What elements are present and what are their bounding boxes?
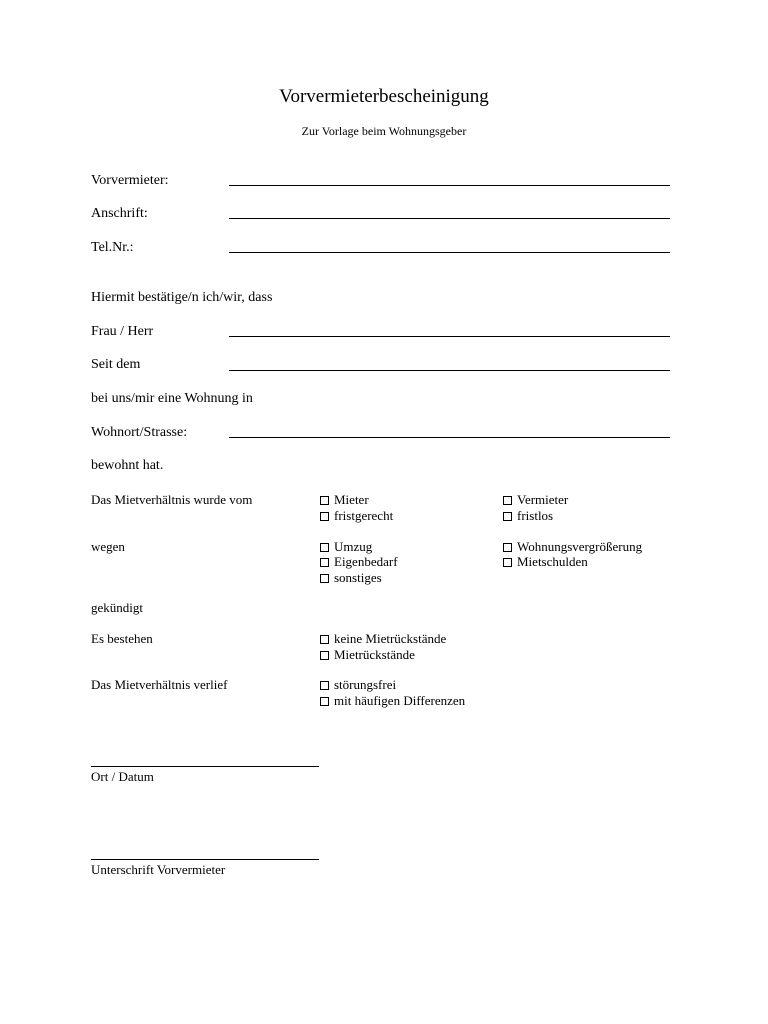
- option-label: störungsfrei: [334, 677, 397, 692]
- telnr-label: Tel.Nr.:: [91, 240, 134, 255]
- option-label: Eigenbedarf: [334, 554, 398, 569]
- option-fristlos[interactable]: [503, 508, 553, 524]
- checkbox-icon[interactable]: [320, 543, 329, 552]
- option-label: Mieter: [334, 492, 369, 507]
- seit-dem-label: Seit dem: [91, 357, 141, 372]
- checkbox-icon[interactable]: [320, 635, 329, 644]
- anschrift-label: Anschrift:: [91, 206, 148, 221]
- option-keine-mietrueckstaende[interactable]: [320, 631, 446, 647]
- vorvermieter-label: Vorvermieter:: [91, 173, 169, 188]
- option-label: fristgerecht: [334, 508, 394, 523]
- option-stoerungsfrei[interactable]: [320, 677, 396, 693]
- wohnort-field-line[interactable]: [229, 437, 670, 438]
- ort-datum-line[interactable]: [91, 766, 319, 767]
- statement-text: Hiermit bestätige/n ich/wir, dass: [91, 290, 273, 305]
- option-wohnungsvergroesserung[interactable]: [503, 539, 642, 555]
- checkbox-icon[interactable]: [320, 681, 329, 690]
- rueckstaende-label: Es bestehen: [91, 631, 153, 646]
- wegen-label: wegen: [91, 539, 125, 554]
- option-fristgerecht[interactable]: [320, 508, 393, 524]
- checkbox-icon[interactable]: [320, 496, 329, 505]
- option-haeufige-differenzen[interactable]: [320, 693, 465, 709]
- checkbox-icon[interactable]: [320, 512, 329, 521]
- option-label: fristlos: [517, 508, 554, 523]
- ort-datum-label: Ort / Datum: [91, 769, 154, 784]
- unterschrift-line[interactable]: [91, 859, 319, 860]
- bei-uns-text: bei uns/mir eine Wohnung in: [91, 391, 253, 406]
- checkbox-icon[interactable]: [320, 574, 329, 583]
- vorvermieter-field-line[interactable]: [229, 185, 670, 186]
- seit-dem-field-line[interactable]: [229, 370, 670, 371]
- document-title: Vorvermieterbescheinigung: [279, 86, 489, 107]
- option-mieter[interactable]: [320, 492, 369, 508]
- option-label: Vermieter: [517, 492, 569, 507]
- gekuendigt-text: gekündigt: [91, 600, 143, 615]
- option-label: mit häufigen Differenzen: [334, 693, 466, 708]
- anschrift-field-line[interactable]: [229, 218, 670, 219]
- option-mietschulden[interactable]: [503, 554, 588, 570]
- gekuendigt-durch-label: Das Mietverhältnis wurde vom: [91, 492, 253, 507]
- unterschrift-label: Unterschrift Vorvermieter: [91, 862, 226, 877]
- verlauf-label: Das Mietverhältnis verlief: [91, 677, 228, 692]
- option-label: sonstiges: [334, 570, 382, 585]
- frau-herr-field-line[interactable]: [229, 336, 670, 337]
- option-label: Mietschulden: [517, 554, 588, 569]
- checkbox-icon[interactable]: [503, 558, 512, 567]
- option-label: Wohnungsvergrößerung: [517, 539, 643, 554]
- option-mietrueckstaende[interactable]: [320, 647, 415, 663]
- bewohnt-text: bewohnt hat.: [91, 458, 164, 473]
- checkbox-icon[interactable]: [320, 558, 329, 567]
- option-vermieter[interactable]: [503, 492, 568, 508]
- checkbox-icon[interactable]: [503, 512, 512, 521]
- frau-herr-label: Frau / Herr: [91, 324, 154, 339]
- option-label: Umzug: [334, 539, 373, 554]
- telnr-field-line[interactable]: [229, 252, 670, 253]
- option-umzug[interactable]: [320, 539, 372, 555]
- checkbox-icon[interactable]: [503, 543, 512, 552]
- option-label: keine Mietrückstände: [334, 631, 447, 646]
- checkbox-icon[interactable]: [503, 496, 512, 505]
- option-eigenbedarf[interactable]: [320, 554, 398, 570]
- checkbox-icon[interactable]: [320, 697, 329, 706]
- option-label: Mietrückstände: [334, 647, 415, 662]
- checkbox-icon[interactable]: [320, 651, 329, 660]
- option-sonstiges[interactable]: [320, 570, 382, 586]
- wohnort-label: Wohnort/Strasse:: [91, 425, 188, 440]
- document-subtitle: Zur Vorlage beim Wohnungsgeber: [301, 124, 467, 138]
